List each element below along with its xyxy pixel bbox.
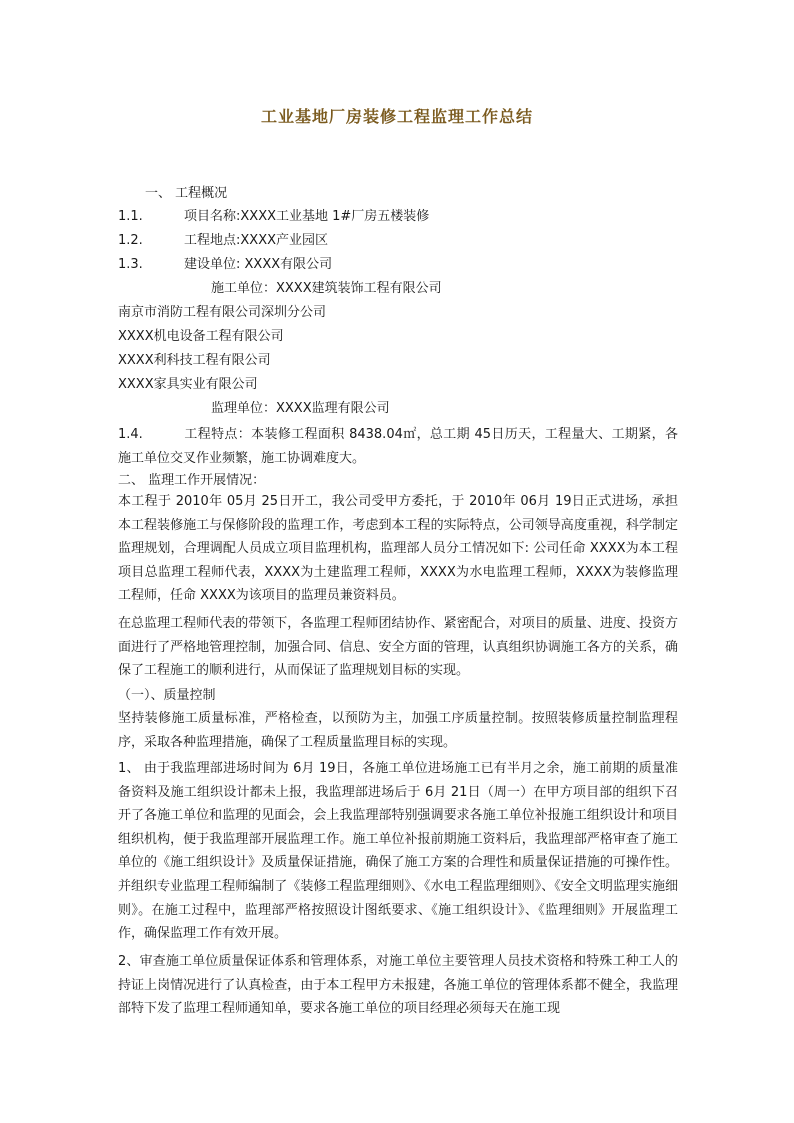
item-text: 工程地点:XXXX产业园区 [184, 233, 329, 248]
item-number: 1.3. [118, 257, 143, 272]
item-number: 1.1. [118, 209, 143, 224]
item-text: 项目名称:XXXX工业基地 1#厂房五楼装修 [184, 209, 430, 224]
item-text: 建设单位: XXXX有限公司 [184, 257, 333, 272]
supervision-unit: 监理单位：XXXX监理有限公司 [211, 401, 390, 416]
section-heading-1: 一、 工程概况 [145, 186, 228, 201]
subcontractor-line: XXXX机电设备工程有限公司 [118, 329, 284, 344]
subcontractor-line: 南京市消防工程有限公司深圳分公司 [118, 305, 327, 320]
paragraph: 1、 由于我监理部进场时间为 6月 19日，各施工单位进场施工已有半月之余，施工前期的质量准备资料及施工组织设计都未上报，我监理部进场后于 6月 21日（周一）在甲方项目部的组织下召开了各施工单位和监理的见面会，会上我监理部特别强调要求各施工单位补报施工组织设计和项目组织机构，便于我监理部开展监理工作。施工单位补报前期施工资料后，我监理部严格审查了施工单位的《施工组织设计》及质量保证措施，确保了施工方案的合理性和质量保证措施的可操作性。并组织专业监理工程师编制了《装修工程监理细则》、《水电工程监理细则》、《安全文明监理实施细则》。在施工过程中，监理部严格按照设计图纸要求、《施工组织设计》、《监理细则》开展监理工作，确保监理工作有效开展。 [118, 761, 678, 942]
item-number: 1.4. [118, 427, 143, 442]
item-number: 1.2. [118, 233, 143, 248]
item-1-2 [118, 231, 678, 251]
item-1-1 [118, 207, 678, 227]
item-text: 工程特点：本装修工程面积 8438.04㎡，总工期 45日历天，工程量大、工期紧，各施工单位交叉作业频繁，施工协调难度大。 [118, 427, 678, 466]
item-1-4 [118, 423, 678, 470]
construction-unit: 施工单位：XXXX建筑装饰工程有限公司 [211, 281, 442, 296]
document-title: 工业基地厂房装修工程监理工作总结 [260, 107, 533, 126]
subcontractor-line: XXXX家具实业有限公司 [118, 377, 258, 392]
paragraph: 在总监理工程师代表的带领下，各监理工程师团结协作、紧密配合，对项目的质量、进度、投资方面进行了严格地管理控制，加强合同、信息、安全方面的管理，认真组织协调施工各方的关系，确保了工程施工的顺利进行，从而保证了监理规划目标的实现。 [118, 616, 678, 679]
subcontractor-line: XXXX利科技工程有限公司 [118, 353, 271, 368]
paragraph: 2、审查施工单位质量保证体系和管理体系，对施工单位主要管理人员技术资格和特殊工种工人的持证上岗情况进行了认真检查，由于本工程甲方未报建，各施工单位的管理体系都不健全，我监理部特下发了监理工程师通知单，要求各施工单位的项目经理必须每天在施工现 [118, 954, 678, 1017]
item-1-3 [118, 255, 678, 275]
paragraph: 坚持装修施工质量标准，严格检查，以预防为主，加强工序质量控制。按照装修质量控制监理程序，采取各种监理措施，确保了工程质量监理目标的实现。 [118, 711, 678, 750]
subsection-heading: （一）、质量控制 [118, 688, 216, 703]
section-heading-2: 二、 监理工作开展情况： [118, 473, 266, 488]
paragraph: 本工程于 2010年 05月 25日开工，我公司受甲方委托，于 2010年 06月 19日正式进场，承担本工程装修施工与保修阶段的监理工作，考虑到本工程的实际特点，公司领导高度重视，科学制定监理规划，合理调配人员成立项目监理机构，监理部人员分工情况如下: 公司任命 XXXX为本工程项目总监理工程师代表，XXXX为土建监理工程师，XXXX为水电监理工程师，XXXX为装修监理工程师，任命 XXXX为该项目的监理员兼资料员。 [118, 494, 678, 604]
